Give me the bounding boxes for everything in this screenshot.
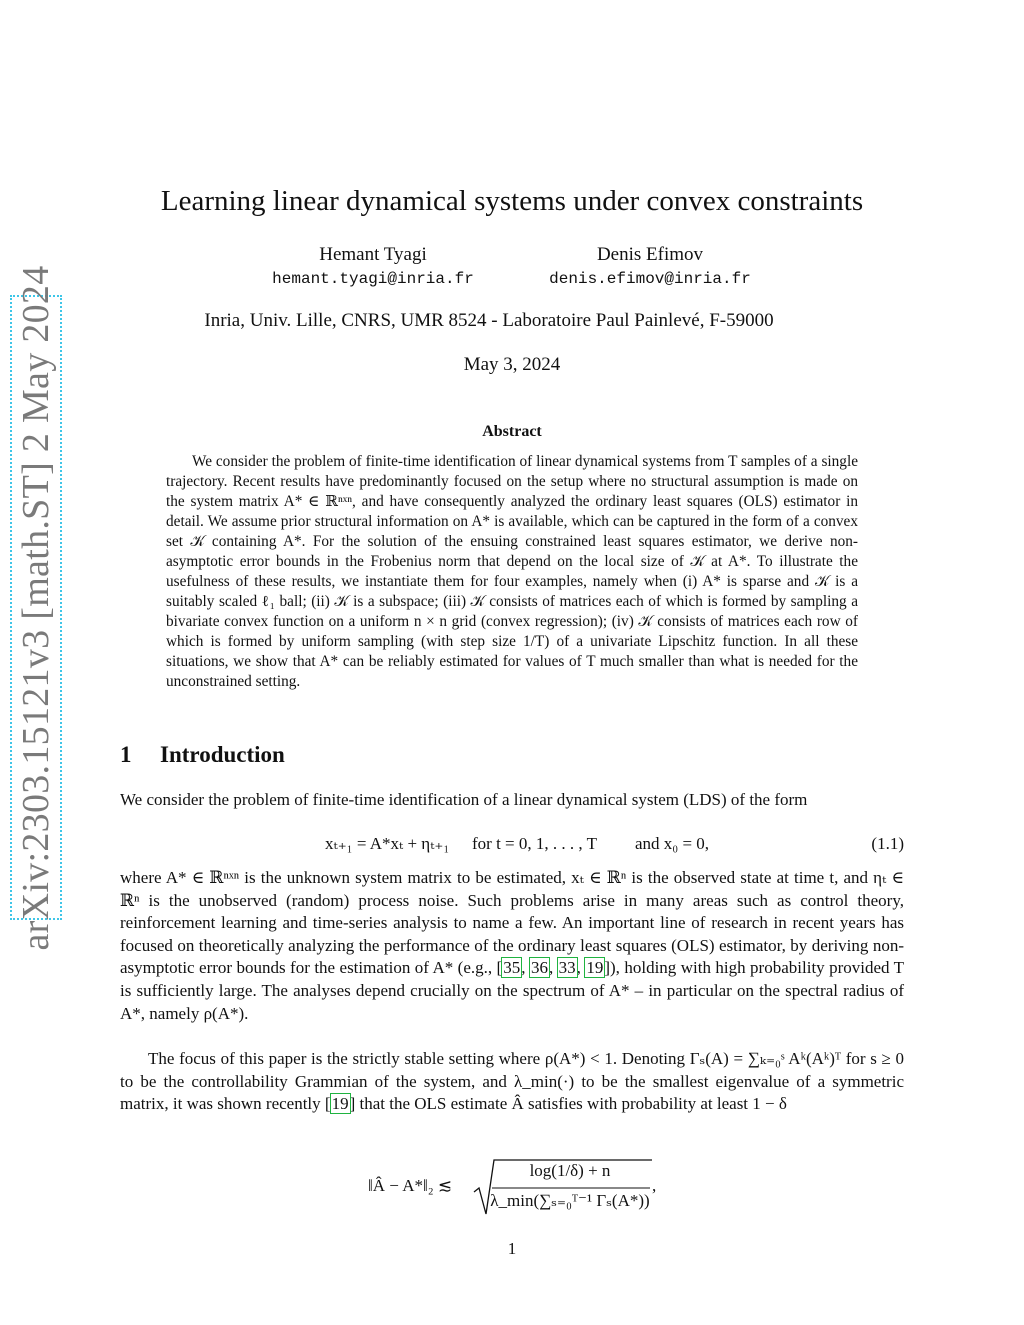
- equation-ols-bound: [368, 1158, 668, 1218]
- arxiv-stamp: [10, 264, 62, 951]
- equation-1-1-number: (1.1): [871, 834, 904, 853]
- intro-paragraph-1: We consider the problem of finite-time identification of a linear dynamical system (LDS) of the form: [120, 790, 808, 809]
- author-name-2: Denis Efimov: [596, 244, 704, 265]
- citation-link[interactable]: 19: [331, 1094, 349, 1114]
- intro-paragraph-3-text-cont: ] that the OLS estimate Â satisfies with probability at least 1 − δ: [349, 1094, 787, 1114]
- equation-tail: ,: [652, 1176, 657, 1195]
- author-email-1[interactable]: hemant.tyagi@inria.fr: [272, 270, 474, 288]
- section-heading: [120, 742, 285, 768]
- paper-title: Learning linear dynamical systems under convex constraints: [160, 185, 864, 217]
- equation-1-1: [120, 834, 904, 858]
- page-number: 1: [507, 1239, 517, 1258]
- publication-date: May 3, 2024: [463, 354, 561, 375]
- citation-link[interactable]: 35: [503, 958, 521, 978]
- citation-link[interactable]: 36: [530, 958, 548, 978]
- section-title: Introduction: [160, 742, 285, 767]
- intro-paragraph-2: where A* ∈ ℝⁿˣⁿ is the unknown system matrix to be estimated, xₜ ∈ ℝⁿ is the observed state at time t, and ηₜ ∈ ℝⁿ is the unobserved (random) process noise. Such problems arise in many areas such as control theory, reinforcement learning and time-series analysis to name a few. An important line of research in recent years has focused on theoretically analyzing the performance of the ordinary least squares (OLS) estimator, by deriving non-asymptotic error bounds for the estimation of A* (e.g., [35, 36, 33, 19]), holding with high probability provided T is sufficiently large. The analyses depend crucially on the spectrum of A* – in particular on the spectral radius of A*, namely ρ(A*).: [120, 868, 905, 1023]
- arxiv-identifier: arXiv:2303.15121v3 [math.ST] 2 May 2024: [15, 264, 57, 951]
- section-number: 1: [120, 742, 132, 767]
- equation-1-1-condition: for t = 0, 1, . . . , T: [472, 834, 597, 853]
- author-name-1: Hemant Tyagi: [319, 244, 427, 265]
- intro-paragraph-2-text: where A* ∈ ℝⁿˣⁿ is the unknown system matrix to be estimated, xₜ ∈ ℝⁿ is the observed state at time t, and ηₜ ∈ ℝⁿ is the unobserved (random) process noise. Such problems arise in many areas such as control theory, reinforcement learning and time-series analysis to name a few. An important line of research in recent years has focused on theoretically analyzing the performance of the ordinary least squares (OLS) estimator, by deriving non-asymptotic error bounds for the estimation of A* (e.g., [: [120, 868, 904, 978]
- equation-numerator: log(1/δ) + n: [529, 1161, 611, 1180]
- abstract-heading: Abstract: [482, 423, 542, 440]
- affiliation: Inria, Univ. Lille, CNRS, UMR 8524 - Laboratoire Paul Painlevé, F-59000: [204, 310, 774, 331]
- intro-paragraph-2-text-cont: ]), holding with high probability provided T is sufficiently large. The analyses depend crucially on the spectrum of A* – in particular on the spectral radius of A*, namely ρ(A*).: [120, 958, 905, 1023]
- intro-paragraph-3: [120, 1048, 904, 1116]
- abstract-body: [166, 452, 858, 692]
- abstract-text: We consider the problem of finite-time identification of linear dynamical systems from T samples of a single trajectory. Recent results have predominantly focused on the setup where no structural assumption is made on the system matrix A* ∈ ℝⁿˣⁿ, and have consequently analyzed the ordinary least squares (OLS) estimator in detail. We assume prior structural information on A* is available, which can be captured in the form of a convex set 𝒦 containing A*. For the solution of the ensuing constrained least squares estimator, we derive non-asymptotic error bounds in the Frobenius norm that depend on the local size of 𝒦 at A*. To illustrate the usefulness of these results, we instantiate them for four examples, namely when (i) A* is sparse and 𝒦 is a suitably scaled ℓ₁ ball; (ii) 𝒦 is a subspace; (iii) 𝒦 consists of matrices each of which is formed by sampling a bivariate convex function on a uniform n × n grid (convex regression); (iv) 𝒦 consists of matrices each row of which is formed by uniform sampling (with step size 1/T) of a univariate Lipschitz function. In all these situations, we show that A* can be reliably estimated for values of T much smaller than what is needed for the unconstrained setting.: [166, 453, 858, 690]
- citation-link[interactable]: 19: [586, 958, 604, 978]
- equation-lhs: ‖Â − A*‖₂ ≲: [368, 1176, 453, 1195]
- equation-denominator: λ_min(∑ₛ₌₀ᵀ⁻¹ Γₛ(A*)): [490, 1191, 650, 1210]
- citation-link[interactable]: 33: [558, 958, 576, 978]
- author-email-2[interactable]: denis.efimov@inria.fr: [549, 270, 751, 288]
- equation-1-1-expression: xₜ₊₁ = A*xₜ + ηₜ₊₁: [325, 834, 450, 853]
- equation-1-1-initial: and x₀ = 0,: [635, 834, 710, 853]
- intro-paragraph-3-text: The focus of this paper is the strictly stable setting where ρ(A*) < 1. Denoting Γₛ(A) = ∑ₖ₌₀ˢ Aᵏ(Aᵏ)ᵀ for s ≥ 0 to be the controllability Grammian of the system, and λ_min(·) to be the smallest eigenvalue of a symmetric matrix, it was shown recently [: [120, 1049, 904, 1114]
